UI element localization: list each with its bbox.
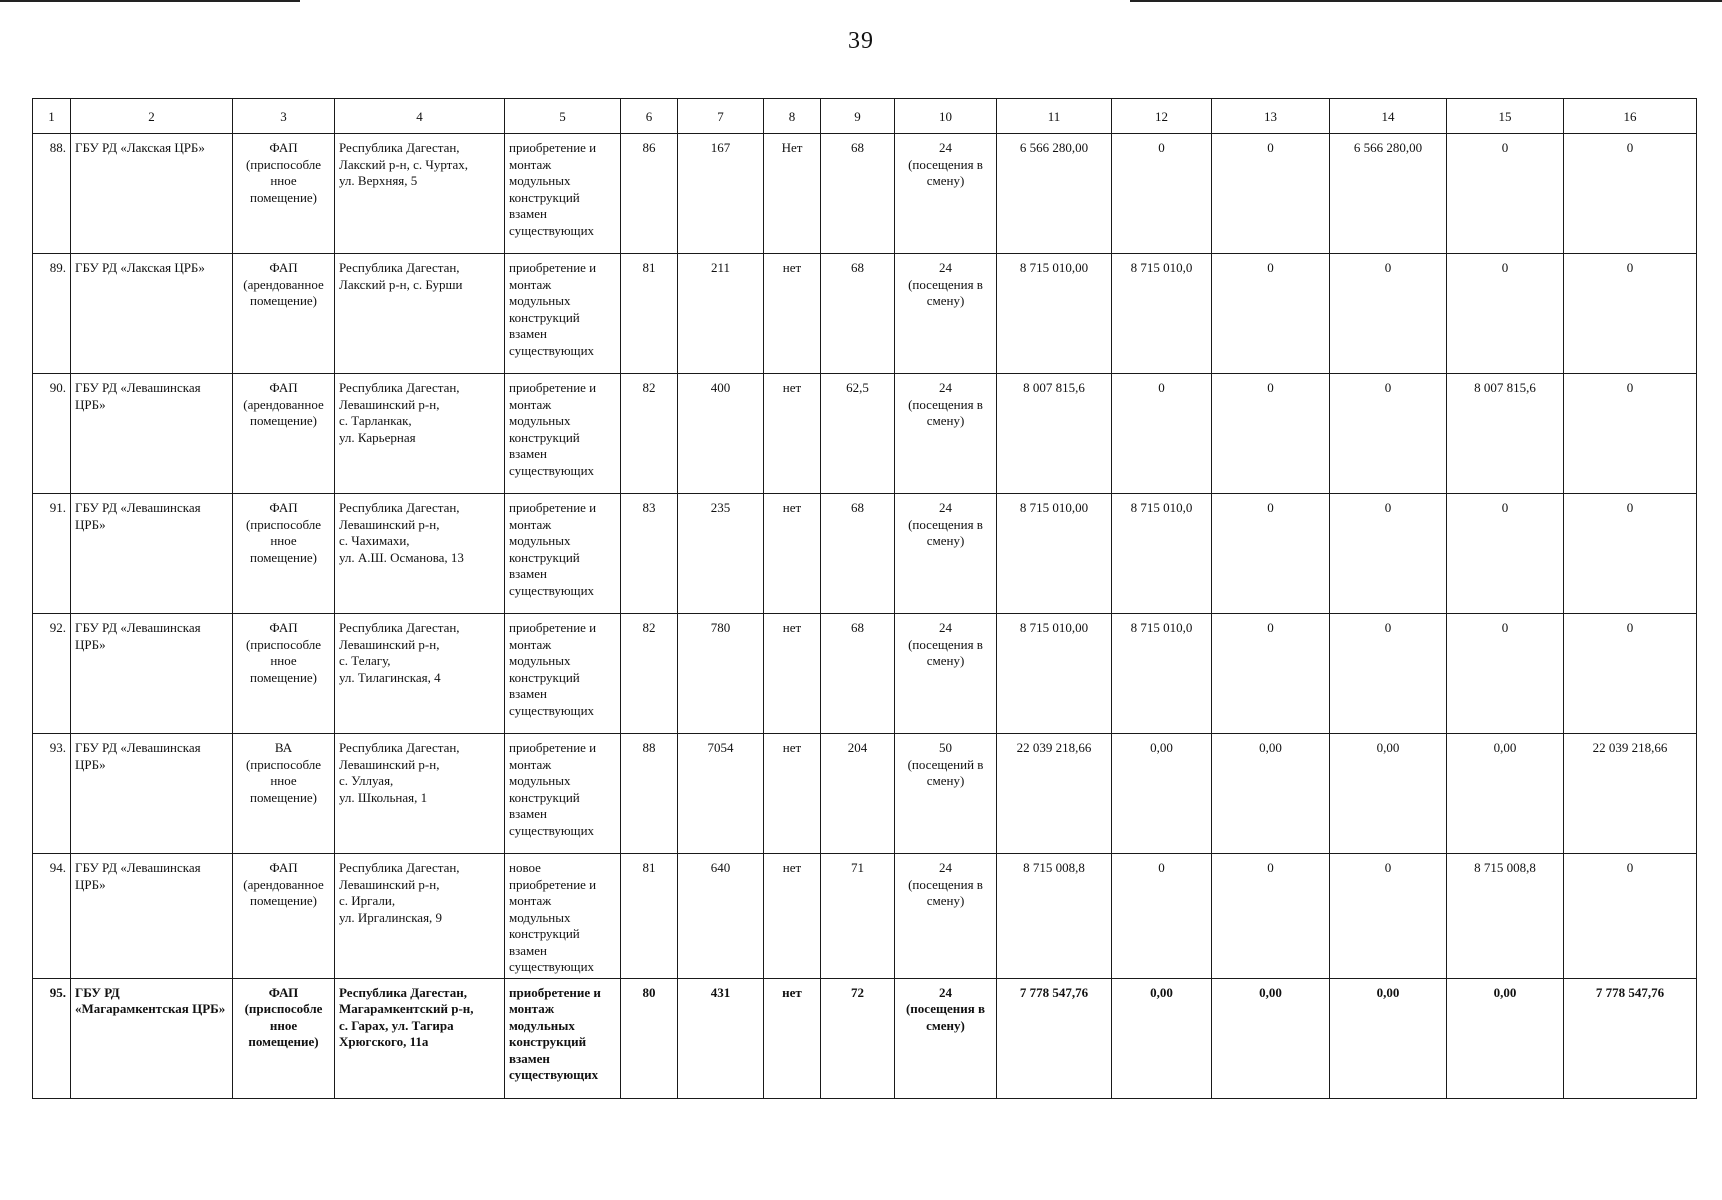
- cell-col-8: нет: [764, 494, 821, 614]
- cell-address-line: Левашинский р-н,: [339, 756, 440, 772]
- cell-facility-type-line: (арендованное: [243, 276, 324, 292]
- cell-address-line: с. Иргали,: [339, 893, 396, 908]
- cell-col-16: 0: [1564, 134, 1697, 254]
- cell-address-line: Левашинский р-н,: [339, 516, 440, 532]
- cell-facility-type: [233, 254, 335, 374]
- cell-facility-type-line: (приспособле: [245, 756, 322, 772]
- cell-address: [335, 494, 505, 614]
- cell-organization: ГБУ РД «Лакская ЦРБ»: [71, 254, 233, 374]
- cell-work-type-line: взамен: [509, 686, 547, 701]
- cell-col-8: нет: [764, 614, 821, 734]
- column-header-16: 16: [1564, 99, 1697, 134]
- cell-work-type-line: взамен: [509, 566, 547, 581]
- cell-work-type-line: монтаж: [509, 1001, 555, 1016]
- cell-col-14: 0,00: [1330, 978, 1447, 1098]
- cell-work-type-line: приобретение и: [509, 984, 601, 1000]
- table-row: [33, 494, 1697, 614]
- cell-work-type-line: приобретение и: [509, 140, 597, 155]
- cell-address-line: ул. Карьерная: [339, 429, 416, 445]
- cell-capacity: [895, 614, 997, 734]
- cell-organization: ГБУ РД «Лакская ЦРБ»: [71, 134, 233, 254]
- cell-address: [335, 854, 505, 979]
- cell-col-9: 204: [821, 734, 895, 854]
- cell-address: [335, 614, 505, 734]
- cell-col-14: 0: [1330, 854, 1447, 979]
- table-row: [33, 374, 1697, 494]
- cell-capacity-line: смену): [926, 653, 965, 668]
- cell-col-12: 0: [1112, 374, 1212, 494]
- cell-col-9: 68: [821, 614, 895, 734]
- table-row: [33, 734, 1697, 854]
- cell-col-13: 0: [1212, 254, 1330, 374]
- cell-address-line: Левашинский р-н,: [339, 876, 440, 892]
- cell-facility-type-line: (приспособле: [245, 636, 322, 652]
- cell-col-15: 0,00: [1447, 978, 1564, 1098]
- cell-col-12: 0,00: [1112, 734, 1212, 854]
- cell-col-15: 0: [1447, 134, 1564, 254]
- cell-work-type-line: модульных: [509, 773, 571, 788]
- cell-address: [335, 374, 505, 494]
- cell-col-8: нет: [764, 254, 821, 374]
- cell-work-type-line: существующих: [509, 342, 595, 358]
- cell-capacity-line: (посещения в: [908, 516, 983, 532]
- cell-col-15: 0,00: [1447, 734, 1564, 854]
- cell-capacity-line: 24: [939, 984, 952, 1000]
- cell-col-7: 235: [678, 494, 764, 614]
- cell-address-line: ул. А.Ш. Османова, 13: [339, 549, 464, 565]
- cell-col-16: 7 778 547,76: [1564, 978, 1697, 1098]
- cell-work-type-line: существующих: [509, 582, 595, 598]
- cell-capacity-line: смену): [926, 773, 965, 788]
- cell-work-type-line: взамен: [509, 1050, 550, 1066]
- cell-address-line: ул. Иргалинская, 9: [339, 909, 443, 925]
- cell-organization: ГБУ РД «Левашинская ЦРБ»: [71, 374, 233, 494]
- cell-capacity-line: (посещения в: [908, 636, 983, 652]
- cell-address-line: Республика Дагестан,: [339, 620, 460, 635]
- cell-facility-type: [233, 374, 335, 494]
- cell-organization: ГБУ РД «Левашинская ЦРБ»: [71, 494, 233, 614]
- cell-capacity: [895, 254, 997, 374]
- cell-col-7: 400: [678, 374, 764, 494]
- cell-organization: ГБУ РД «Магарамкентская ЦРБ»: [71, 978, 233, 1098]
- table-row: [33, 134, 1697, 254]
- cell-facility-type-line: (приспособле: [245, 516, 322, 532]
- cell-facility-type-line: нное: [270, 173, 297, 188]
- cell-col-16: 22 039 218,66: [1564, 734, 1697, 854]
- cell-col-11: 22 039 218,66: [997, 734, 1112, 854]
- cell-number: 93.: [33, 734, 71, 854]
- cell-work-type-line: взамен: [509, 326, 547, 341]
- cell-work-type-line: существующих: [509, 702, 595, 718]
- cell-col-16: 0: [1564, 374, 1697, 494]
- cell-work-type-line: модульных: [509, 653, 571, 668]
- cell-col-11: 7 778 547,76: [997, 978, 1112, 1098]
- cell-work-type-line: монтаж: [509, 756, 552, 772]
- cell-work-type: [505, 734, 621, 854]
- cell-col-11: 8 715 010,00: [997, 494, 1112, 614]
- cell-address-line: Республика Дагестан,: [339, 500, 460, 515]
- cell-address-line: Лакский р-н, с. Чуртах,: [339, 156, 469, 172]
- cell-facility-type-line: помещение): [250, 189, 317, 205]
- cell-address-line: Магарамкентский р-н,: [339, 1001, 474, 1016]
- cell-facility-type: [233, 734, 335, 854]
- cell-col-11: 8 715 010,00: [997, 614, 1112, 734]
- cell-col-11: 8 715 010,00: [997, 254, 1112, 374]
- cell-col-13: 0: [1212, 854, 1330, 979]
- cell-work-type-line: приобретение и: [509, 260, 597, 275]
- page-number: 39: [848, 28, 874, 54]
- cell-work-type-line: модульных: [509, 413, 571, 428]
- cell-work-type-line: конструкций: [509, 189, 580, 205]
- cell-facility-type-line: помещение): [248, 1034, 319, 1049]
- cell-work-type-line: монтаж: [509, 636, 552, 652]
- cell-col-14: 0,00: [1330, 734, 1447, 854]
- cell-facility-type-line: ФАП: [269, 380, 298, 395]
- cell-col-12: 0: [1112, 134, 1212, 254]
- cell-address-line: с. Чахимахи,: [339, 533, 410, 548]
- column-header-5: 5: [505, 99, 621, 134]
- cell-col-8: нет: [764, 734, 821, 854]
- cell-work-type-line: взамен: [509, 446, 547, 461]
- cell-col-16: 0: [1564, 494, 1697, 614]
- cell-address-line: с. Уллуая,: [339, 773, 394, 788]
- cell-facility-type-line: помещение): [250, 893, 317, 908]
- cell-facility-type-line: нное: [270, 773, 297, 788]
- cell-col-7: 211: [678, 254, 764, 374]
- cell-capacity-line: смену): [926, 173, 965, 188]
- cell-col-7: 7054: [678, 734, 764, 854]
- table-row: [33, 854, 1697, 979]
- cell-capacity-line: смену): [926, 533, 965, 548]
- cell-address-line: ул. Верхняя, 5: [339, 173, 418, 188]
- cell-col-15: 0: [1447, 614, 1564, 734]
- cell-col-6: 88: [621, 734, 678, 854]
- cell-col-14: 0: [1330, 374, 1447, 494]
- table-row: [33, 254, 1697, 374]
- cell-capacity: [895, 494, 997, 614]
- column-header-13: 13: [1212, 99, 1330, 134]
- cell-address: [335, 734, 505, 854]
- cell-work-type-line: взамен: [509, 942, 547, 958]
- cell-col-13: 0,00: [1212, 978, 1330, 1098]
- column-header-1: 1: [33, 99, 71, 134]
- column-header-6: 6: [621, 99, 678, 134]
- cell-address-line: ул. Тилагинская, 4: [339, 669, 441, 685]
- cell-work-type-line: монтаж: [509, 156, 552, 172]
- cell-capacity: [895, 374, 997, 494]
- cell-address-line: Левашинский р-н,: [339, 396, 440, 412]
- column-header-7: 7: [678, 99, 764, 134]
- cell-col-14: 6 566 280,00: [1330, 134, 1447, 254]
- cell-col-9: 72: [821, 978, 895, 1098]
- cell-address-line: ул. Школьная, 1: [339, 789, 428, 805]
- cell-col-7: 640: [678, 854, 764, 979]
- cell-organization: ГБУ РД «Левашинская ЦРБ»: [71, 854, 233, 979]
- cell-address-line: Левашинский р-н,: [339, 636, 440, 652]
- cell-capacity-line: смену): [926, 413, 965, 428]
- cell-facility-type-line: ФАП: [269, 260, 298, 275]
- cell-address: [335, 134, 505, 254]
- cell-facility-type-line: ФАП: [269, 860, 298, 875]
- cell-work-type-line: приобретение и: [509, 620, 597, 635]
- cell-work-type-line: существующих: [509, 1067, 599, 1082]
- cell-address-line: Республика Дагестан,: [339, 860, 460, 875]
- cell-col-9: 68: [821, 494, 895, 614]
- cell-address: [335, 978, 505, 1098]
- cell-facility-type-line: ФАП: [269, 620, 298, 635]
- cell-capacity: [895, 978, 997, 1098]
- cell-capacity-line: 24: [939, 260, 952, 275]
- cell-work-type: [505, 854, 621, 979]
- cell-address-line: Республика Дагестан,: [339, 380, 460, 395]
- cell-capacity-line: (посещений в: [907, 756, 984, 772]
- cell-address-line: Лакский р-н, с. Бурши: [339, 276, 463, 292]
- cell-capacity-line: 24: [939, 620, 952, 635]
- cell-capacity-line: 24: [939, 500, 952, 515]
- cell-work-type-line: приобретение и: [509, 876, 597, 892]
- cell-col-13: 0: [1212, 134, 1330, 254]
- cell-work-type-line: конструкций: [509, 549, 580, 565]
- cell-col-12: 0: [1112, 854, 1212, 979]
- cell-facility-type-line: ФАП: [269, 500, 298, 515]
- cell-col-13: 0: [1212, 374, 1330, 494]
- column-header-9: 9: [821, 99, 895, 134]
- data-table: [32, 98, 1697, 1099]
- cell-facility-type-line: (арендованное: [243, 876, 324, 892]
- cell-facility-type: [233, 614, 335, 734]
- cell-facility-type-line: (приспособле: [245, 156, 322, 172]
- cell-col-14: 0: [1330, 494, 1447, 614]
- cell-col-15: 8 715 008,8: [1447, 854, 1564, 979]
- column-header-4: 4: [335, 99, 505, 134]
- cell-col-9: 68: [821, 134, 895, 254]
- cell-number: 92.: [33, 614, 71, 734]
- cell-facility-type-line: помещение): [250, 413, 317, 428]
- cell-col-13: 0: [1212, 614, 1330, 734]
- cell-col-6: 82: [621, 614, 678, 734]
- cell-facility-type-line: ФАП: [268, 984, 299, 1000]
- cell-capacity-line: смену): [926, 893, 965, 908]
- cell-col-15: 0: [1447, 494, 1564, 614]
- table-row: [33, 614, 1697, 734]
- column-header-3: 3: [233, 99, 335, 134]
- cell-work-type-line: конструкций: [509, 789, 580, 805]
- cell-facility-type-line: (приспособле: [244, 1001, 323, 1016]
- cell-col-6: 86: [621, 134, 678, 254]
- cell-work-type-line: монтаж: [509, 516, 552, 532]
- cell-col-9: 71: [821, 854, 895, 979]
- cell-work-type-line: приобретение и: [509, 740, 597, 755]
- cell-facility-type-line: помещение): [250, 669, 317, 685]
- cell-col-14: 0: [1330, 614, 1447, 734]
- cell-number: 94.: [33, 854, 71, 979]
- cell-col-7: 780: [678, 614, 764, 734]
- cell-capacity: [895, 854, 997, 979]
- cell-number: 91.: [33, 494, 71, 614]
- cell-address: [335, 254, 505, 374]
- cell-work-type-line: конструкций: [509, 669, 580, 685]
- cell-col-15: 0: [1447, 254, 1564, 374]
- cell-work-type-line: модульных: [509, 1017, 575, 1033]
- cell-facility-type-line: ВА: [274, 740, 293, 755]
- cell-col-13: 0,00: [1212, 734, 1330, 854]
- cell-capacity-line: 24: [939, 860, 952, 875]
- cell-col-12: 8 715 010,0: [1112, 254, 1212, 374]
- cell-col-8: Нет: [764, 134, 821, 254]
- cell-capacity: [895, 134, 997, 254]
- cell-facility-type: [233, 854, 335, 979]
- column-header-15: 15: [1447, 99, 1564, 134]
- cell-work-type-line: модульных: [509, 173, 571, 188]
- cell-col-16: 0: [1564, 854, 1697, 979]
- cell-work-type-line: конструкций: [509, 926, 580, 941]
- cell-number: 88.: [33, 134, 71, 254]
- cell-col-11: 8 715 008,8: [997, 854, 1112, 979]
- column-header-11: 11: [997, 99, 1112, 134]
- cell-address-line: с. Гарах, ул. Тагира: [339, 1017, 454, 1033]
- cell-work-type-line: модульных: [509, 533, 571, 548]
- cell-col-9: 68: [821, 254, 895, 374]
- cell-work-type-line: конструкций: [509, 309, 580, 325]
- cell-col-6: 81: [621, 854, 678, 979]
- cell-col-6: 83: [621, 494, 678, 614]
- cell-work-type: [505, 978, 621, 1098]
- cell-col-11: 6 566 280,00: [997, 134, 1112, 254]
- cell-capacity-line: (посещения в: [908, 276, 983, 292]
- cell-facility-type-line: нное: [270, 533, 297, 548]
- cell-address-line: Республика Дагестан,: [339, 740, 460, 755]
- cell-col-8: нет: [764, 978, 821, 1098]
- cell-work-type: [505, 134, 621, 254]
- cell-work-type: [505, 494, 621, 614]
- cell-capacity-line: (посещения в: [908, 876, 983, 892]
- cell-work-type-line: монтаж: [509, 276, 552, 292]
- cell-number: 95.: [33, 978, 71, 1098]
- cell-col-11: 8 007 815,6: [997, 374, 1112, 494]
- top-rule-left: [0, 0, 300, 2]
- cell-address-line: Хрюгского, 11а: [339, 1034, 429, 1049]
- table-body: [33, 134, 1697, 1099]
- cell-number: 89.: [33, 254, 71, 374]
- column-header-8: 8: [764, 99, 821, 134]
- cell-work-type: [505, 374, 621, 494]
- cell-facility-type-line: помещение): [250, 789, 317, 805]
- cell-facility-type-line: (арендованное: [243, 396, 324, 412]
- cell-capacity-line: смену): [926, 293, 965, 308]
- cell-organization: ГБУ РД «Левашинская ЦРБ»: [71, 734, 233, 854]
- cell-work-type-line: взамен: [509, 206, 547, 221]
- cell-work-type-line: монтаж: [509, 893, 552, 908]
- cell-capacity-line: 24: [939, 380, 952, 395]
- cell-work-type-line: приобретение и: [509, 500, 597, 515]
- cell-facility-type: [233, 978, 335, 1098]
- cell-col-12: 0,00: [1112, 978, 1212, 1098]
- cell-address-line: Республика Дагестан,: [339, 140, 460, 155]
- cell-address-line: с. Тарланкак,: [339, 413, 412, 428]
- cell-capacity-line: (посещения в: [905, 1001, 986, 1016]
- cell-capacity-line: (посещения в: [908, 156, 983, 172]
- cell-col-12: 8 715 010,0: [1112, 494, 1212, 614]
- cell-work-type-line: модульных: [509, 909, 571, 925]
- cell-facility-type-line: нное: [269, 1017, 298, 1033]
- cell-facility-type-line: нное: [270, 653, 297, 668]
- cell-col-13: 0: [1212, 494, 1330, 614]
- cell-work-type-line: монтаж: [509, 396, 552, 412]
- cell-work-type-line: существующих: [509, 222, 595, 238]
- cell-facility-type-line: ФАП: [269, 140, 298, 155]
- table-row: [33, 978, 1697, 1098]
- cell-capacity-line: 50: [939, 740, 952, 755]
- cell-work-type-line: существующих: [509, 462, 595, 478]
- cell-col-6: 81: [621, 254, 678, 374]
- cell-work-type: [505, 614, 621, 734]
- cell-col-6: 82: [621, 374, 678, 494]
- top-rule-right: [1130, 0, 1722, 2]
- column-header-12: 12: [1112, 99, 1212, 134]
- cell-work-type-line: конструкций: [509, 1034, 587, 1049]
- cell-address-line: Республика Дагестан,: [339, 984, 467, 1000]
- cell-capacity-line: смену): [926, 1017, 965, 1033]
- cell-capacity-line: (посещения в: [908, 396, 983, 412]
- cell-work-type-line: существующих: [509, 822, 595, 838]
- cell-address-line: с. Телагу,: [339, 653, 391, 668]
- cell-capacity-line: 24: [939, 140, 952, 155]
- header-row: [33, 99, 1697, 134]
- cell-col-16: 0: [1564, 614, 1697, 734]
- cell-work-type-line: существующих: [509, 959, 595, 974]
- cell-work-type-line: взамен: [509, 806, 547, 821]
- cell-col-8: нет: [764, 854, 821, 979]
- cell-work-type-line: конструкций: [509, 429, 580, 445]
- cell-address-line: Республика Дагестан,: [339, 260, 460, 275]
- cell-work-type-line: новое: [509, 860, 541, 875]
- column-header-10: 10: [895, 99, 997, 134]
- cell-col-7: 431: [678, 978, 764, 1098]
- cell-col-9: 62,5: [821, 374, 895, 494]
- cell-facility-type-line: помещение): [250, 549, 317, 565]
- cell-capacity: [895, 734, 997, 854]
- cell-col-6: 80: [621, 978, 678, 1098]
- cell-work-type-line: модульных: [509, 293, 571, 308]
- cell-col-15: 8 007 815,6: [1447, 374, 1564, 494]
- cell-col-8: нет: [764, 374, 821, 494]
- cell-work-type-line: приобретение и: [509, 380, 597, 395]
- cell-facility-type: [233, 494, 335, 614]
- cell-work-type: [505, 254, 621, 374]
- cell-col-12: 8 715 010,0: [1112, 614, 1212, 734]
- column-header-2: 2: [71, 99, 233, 134]
- cell-col-7: 167: [678, 134, 764, 254]
- column-header-14: 14: [1330, 99, 1447, 134]
- cell-col-14: 0: [1330, 254, 1447, 374]
- cell-col-16: 0: [1564, 254, 1697, 374]
- cell-facility-type: [233, 134, 335, 254]
- cell-number: 90.: [33, 374, 71, 494]
- cell-organization: ГБУ РД «Левашинская ЦРБ»: [71, 614, 233, 734]
- cell-facility-type-line: помещение): [250, 293, 317, 308]
